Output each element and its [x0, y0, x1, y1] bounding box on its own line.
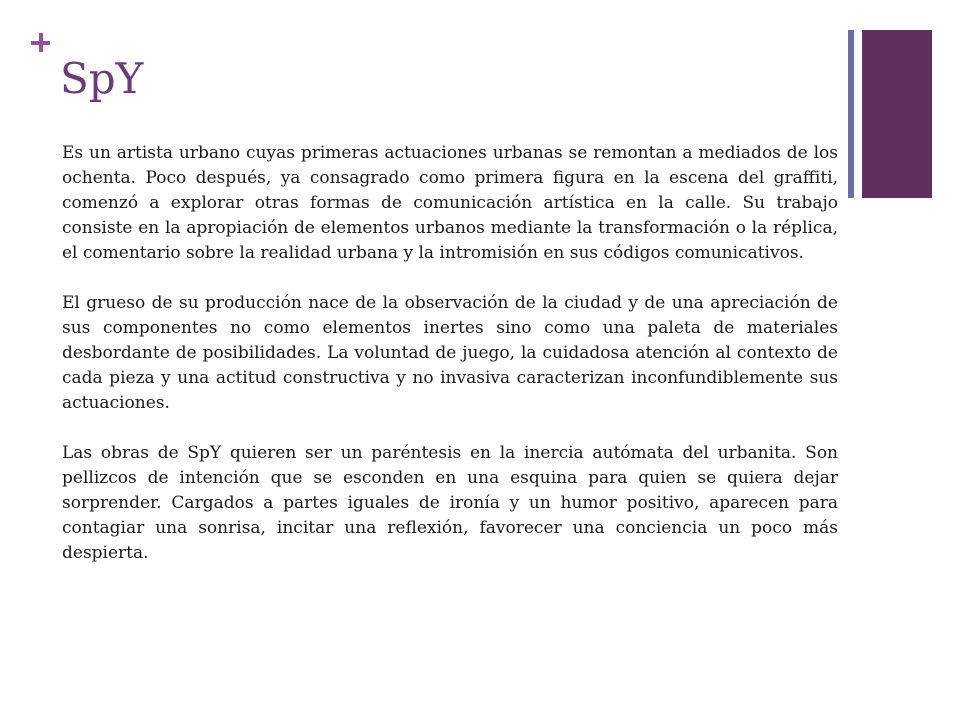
paragraph-3: Las obras de SpY quieren ser un paréntesis en la inercia autómata del urbanita. Son pellizcos de intención que se esconden en una esquina para quien se quiera dejar sorprender. Cargados a partes iguales de ironía y un humor positivo, aparecen para contagiar una sonrisa, incitar una reflexión, favorecer una conciencia un poco más despierta. — [62, 443, 838, 563]
slide-title: SpY — [60, 54, 144, 103]
slide-body — [62, 141, 838, 591]
paragraph-2: El grueso de su producción nace de la observación de la ciudad y de una apreciación de sus componentes no como elementos inertes sino como una paleta de materiales desbordante de posibilidades. La voluntad de juego, la cuidadosa atención al contexto de cada pieza y una actitud constructiva y no invasiva caracterizan inconfundiblemente sus actuaciones. — [62, 293, 838, 413]
plus-icon — [28, 30, 56, 58]
accent-bar-thin — [848, 30, 854, 198]
accent-bar-thick — [862, 30, 932, 198]
paragraph-1: Es un artista urbano cuyas primeras actuaciones urbanas se remontan a mediados de los ochenta. Poco después, ya consagrado como primera figura en la escena del graffiti, comenzó a explorar otras formas de comunicación artística en la calle. Su trabajo consiste en la apropiación de elementos urbanos mediante la transformación o la réplica, el comentario sobre la realidad urbana y la intromisión en sus códigos comunicativos. — [62, 143, 838, 263]
